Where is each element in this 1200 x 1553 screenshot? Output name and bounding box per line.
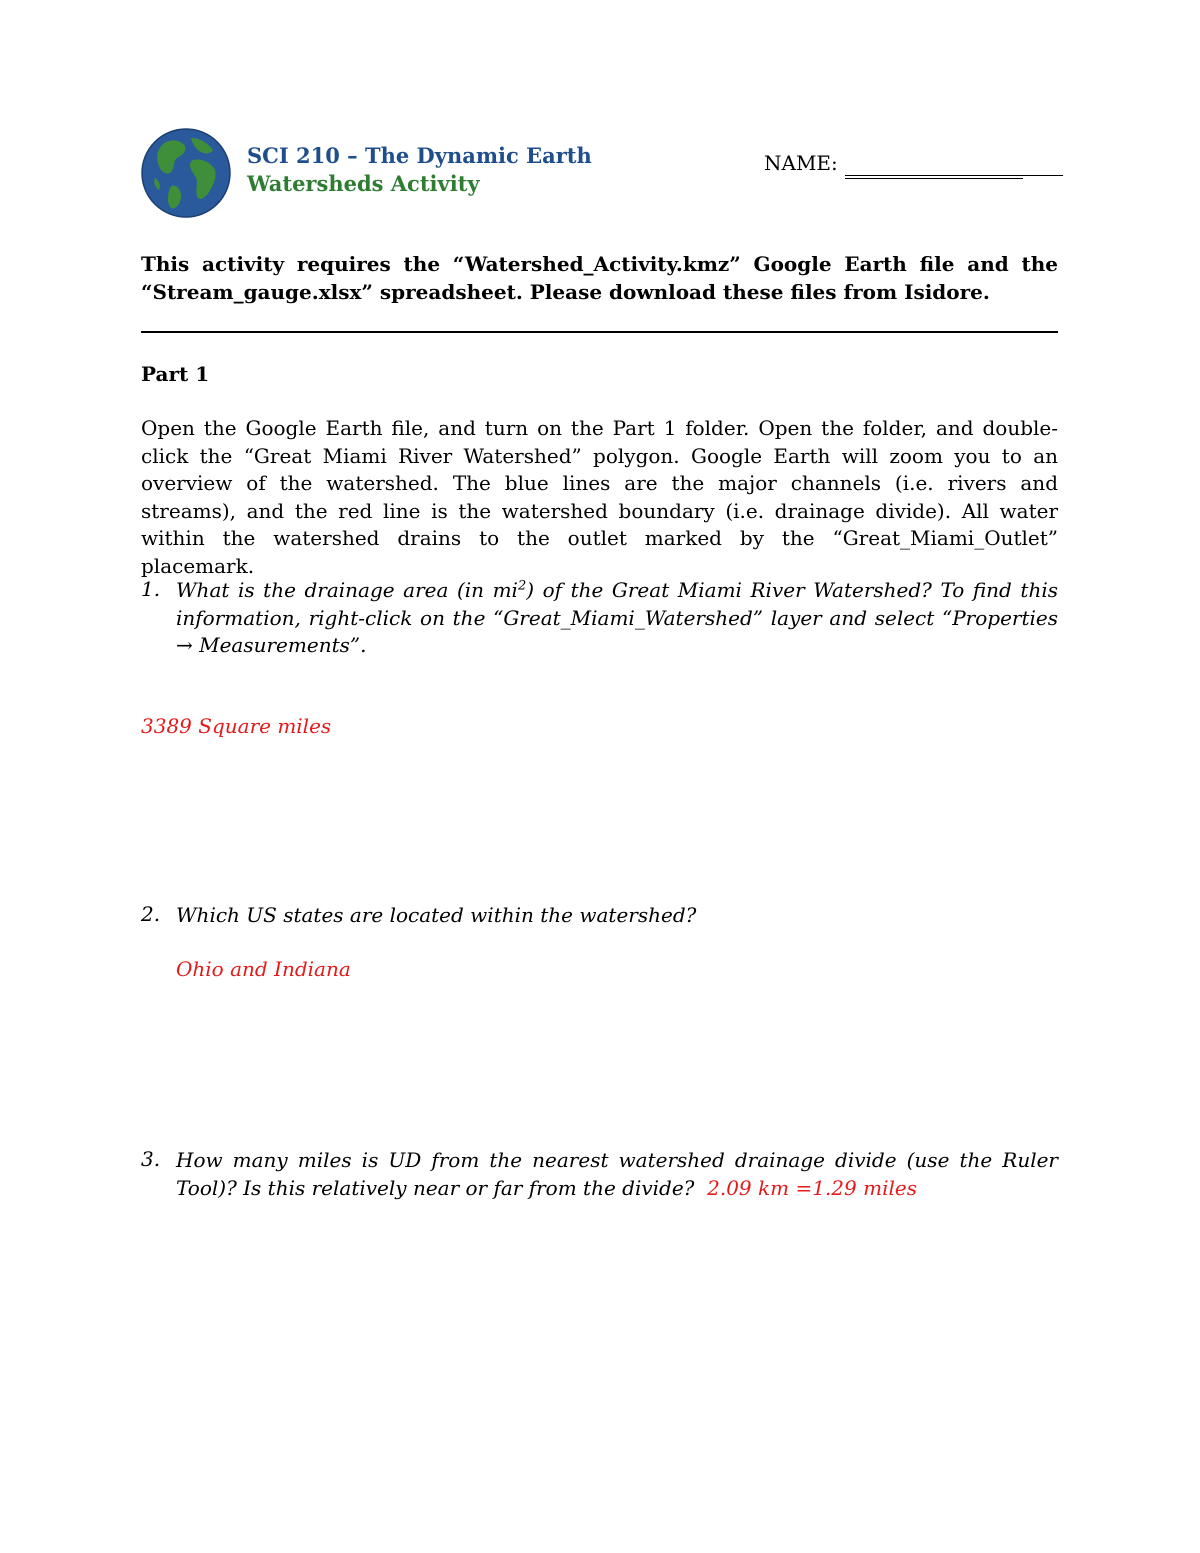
- course-title: SCI 210 – The Dynamic Earth: [247, 143, 592, 168]
- question-1-text-part-a: What is the drainage area (in mi: [176, 578, 518, 602]
- question-3-question: How many miles is UD from the nearest watershed drainage divide (use the Ruler Tool)? Is this relatively near or far from the divide?: [176, 1148, 1058, 1200]
- section-divider: [141, 331, 1058, 333]
- question-1-number: 1.: [141, 577, 161, 601]
- question-2-text: Which US states are located within the watershed?: [176, 903, 697, 927]
- question-3-answer: 2.09 km =1.29 miles: [707, 1175, 917, 1200]
- question-1-text: [176, 577, 1058, 660]
- question-2-answer: Ohio and Indiana: [176, 957, 351, 981]
- question-2-number: 2.: [141, 902, 161, 926]
- intro-paragraph: This activity requires the “Watershed_Activity.kmz” Google Earth file and the “Stream_gauge.xlsx” spreadsheet. Please download these files from Isidore.: [141, 252, 1058, 304]
- activity-title: Watersheds Activity: [247, 171, 480, 196]
- globe-icon: [141, 128, 231, 218]
- part-1-heading: Part 1: [141, 362, 210, 386]
- question-1-superscript: 2: [517, 578, 527, 594]
- question-3-text: [176, 1147, 1058, 1202]
- question-3-number: 3.: [141, 1147, 161, 1171]
- name-label: NAME:: [764, 151, 838, 175]
- name-blank-underline: [845, 178, 1023, 179]
- name-blank-line: [845, 175, 1063, 176]
- question-1-text-part-b: ) of the Great Miami River Watershed? To find this information, right-click on the “Great_Miami_Watershed” layer and select “Properties → Measurements”.: [176, 578, 1058, 657]
- part-1-instructions: Open the Google Earth file, and turn on the Part 1 folder. Open the folder, and double-click the “Great Miami River Watershed” polygon. Google Earth will zoom you to an overview of the watershed. The blue lines are the major channels (i.e. rivers and streams), and the red line is the watershed boundary (i.e. drainage divide). All water within the watershed drains to the outlet marked by the “Great_Miami_Outlet” placemark.: [141, 416, 1058, 578]
- question-1-answer: 3389 Square miles: [141, 714, 332, 738]
